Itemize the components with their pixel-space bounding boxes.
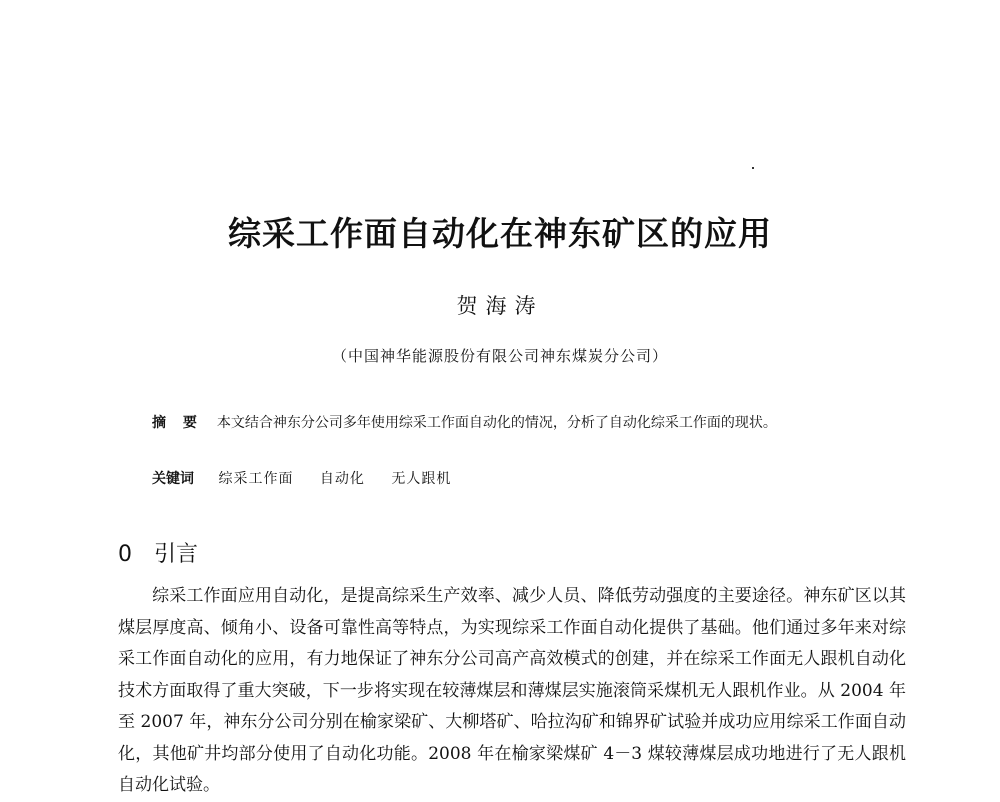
section-heading [118,537,198,568]
keywords-label: 关键词 [152,471,194,487]
keyword-item: 无人跟机 [391,471,452,487]
body-paragraph [118,581,906,802]
keywords-block [152,467,872,491]
keyword-item: 自动化 [319,471,365,487]
keyword-item: 综采工作面 [218,471,294,487]
abstract-block [152,409,872,437]
abstract-text: 本文结合神东分公司多年使用综采工作面自动化的情况，分析了自动化综采工作面的现状。 [216,415,777,431]
speck-mark [752,167,754,169]
author-affiliation: （中国神华能源股份有限公司神东煤炭分公司） [331,347,668,365]
author-name: 贺海涛 [456,294,544,318]
body-paragraph-text: 综采工作面应用自动化，是提高综采生产效率、减少人员、降低劳动强度的主要途径。神东矿区以其煤层厚度高、倾角小、设备可靠性高等特点，为实现综采工作面自动化提供了基础。他们通过多年来对综采工作面自动化的应用，有力地保证了神东分公司高产高效模式的创建，并在综采工作面无人跟机自动化技术方面取得了重大突破，下一步将实现在较薄煤层和薄煤层实施滚筒采煤机无人跟机作业。从 2004 年至 2007 年，神东分公司分别在榆家梁矿、大柳塔矿、哈拉沟矿和锦界矿试验并成功应用综采工作面自动化，其他矿井均部分使用了自动化功能。2008 年在榆家梁煤矿 4－3 煤较薄煤层成功地进行了无人跟机自动化试验。 [118,586,906,795]
abstract-label: 摘 要 [152,415,203,431]
section-title: 引言 [154,542,199,567]
paper-title: 综采工作面自动化在神东矿区的应用 [228,214,772,253]
section-number: 0 [118,542,132,567]
